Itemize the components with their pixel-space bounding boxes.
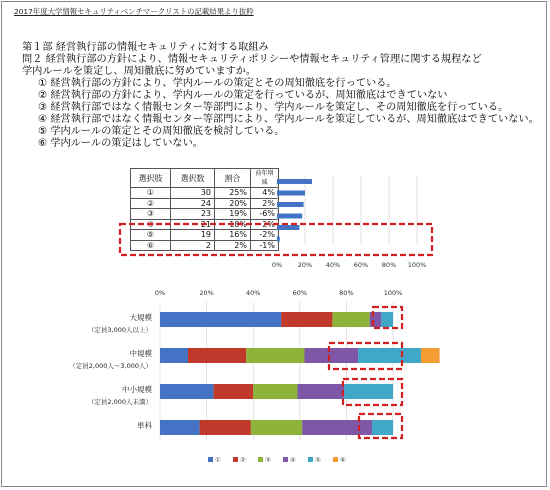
- stacked-bar-segment: [160, 384, 214, 399]
- table-cell: 19%: [215, 209, 251, 220]
- option-4: ④ 経営執行部ではなく情報センター等部門により、学内ルールを策定しているが、周知徹底はできていない。: [38, 114, 539, 125]
- table-cell: -2%: [251, 230, 279, 241]
- mini-x-tick-label: 0%: [271, 261, 283, 269]
- category-sublabel: （定員3,000人以上）: [87, 326, 152, 334]
- stacked-bar-segment: [332, 312, 369, 327]
- table-cell: ④: [131, 219, 171, 230]
- legend-swatch: [308, 457, 313, 462]
- table-cell: 19: [171, 230, 215, 241]
- table-cell: 16%: [215, 230, 251, 241]
- stacked-bar-segment: [246, 348, 304, 363]
- header-caption: 2017年度大学情報セキュリティベンチマークリストの記載結果より抜粋: [14, 7, 254, 16]
- legend-swatch: [208, 457, 213, 462]
- section-title: 第１部 経営執行部の情報セキュリティに対する取組み: [22, 42, 269, 53]
- stacked-bar-segment: [344, 384, 393, 399]
- legend-swatch: [333, 457, 338, 462]
- table-cell: 25%: [215, 188, 251, 199]
- mini-x-tick-label: 60%: [353, 261, 369, 269]
- stacked-x-tick-label: 80%: [339, 289, 354, 297]
- table-cell: ①: [131, 188, 171, 199]
- table-cell: 20%: [215, 198, 251, 209]
- mini-x-tick-label: 40%: [325, 261, 341, 269]
- option-6: ⑥ 学内ルールの策定はしていない。: [38, 138, 203, 149]
- stacked-bar-segment: [281, 312, 332, 327]
- stacked-bar-segment: [188, 348, 246, 363]
- table-cell: 23: [171, 209, 215, 220]
- table-cell: 21: [171, 219, 215, 230]
- table-cell: 2%: [215, 240, 251, 251]
- stacked-bar-segment: [200, 420, 251, 435]
- option-3: ③ 経営執行部ではなく情報センター等部門により、学内ルールを策定し、その周知徹底を行っている。: [38, 102, 509, 113]
- stacked-bar-segment: [381, 312, 393, 327]
- stacked-bar-segment: [251, 420, 302, 435]
- stacked-bar-segment: [304, 348, 358, 363]
- category-label: 大規模: [129, 313, 152, 322]
- legend-label: ②: [240, 456, 246, 464]
- stacked-bar-segment: [160, 312, 281, 327]
- table-cell: ⑤: [131, 230, 171, 241]
- mini-x-tick-label: 100%: [407, 261, 427, 269]
- option-1: ① 経営執行部の方針により、学内ルールの策定とその周知徹底を行っている。: [38, 78, 397, 89]
- stacked-bar-segment: [358, 348, 421, 363]
- stacked-bar-segment: [372, 420, 393, 435]
- stacked-x-tick-label: 0%: [154, 289, 166, 297]
- stacked-bar-segment: [160, 348, 188, 363]
- option-2: ② 経営執行部の方針により、学内ルールの策定を行っているが、周知徹底はできていない: [38, 90, 448, 101]
- stacked-bar-segment: [421, 348, 440, 363]
- question-line-2: 学内ルールを策定し、周知徹底に努めていますか。: [22, 66, 257, 77]
- table-header-cell: 選択肢: [131, 169, 171, 188]
- mini-bar: [277, 191, 305, 196]
- mini-x-tick-label: 20%: [297, 261, 313, 269]
- table-cell: 2%: [251, 198, 279, 209]
- table-cell: ②: [131, 198, 171, 209]
- table-cell: ⑥: [131, 240, 171, 251]
- table-header-cell: 割合: [215, 169, 251, 188]
- legend-label: ⑤: [315, 456, 321, 464]
- legend-swatch: [258, 457, 263, 462]
- stacked-bar-segment: [370, 312, 382, 327]
- mini-bar: [277, 202, 304, 207]
- legend-label: ①: [215, 456, 221, 464]
- category-label: 中小規模: [122, 385, 152, 394]
- table-cell: 30: [171, 188, 215, 199]
- stacked-bar-segment: [302, 420, 372, 435]
- highlight-box: [120, 224, 432, 255]
- mini-x-tick-label: 80%: [381, 261, 397, 269]
- mini-bar: [277, 237, 280, 242]
- legend-swatch: [233, 457, 238, 462]
- category-sublabel: （定員2,000人未満）: [87, 398, 152, 406]
- table-header-cell: 選択数: [171, 169, 215, 188]
- legend-label: ⑥: [340, 456, 346, 464]
- table-cell: 24: [171, 198, 215, 209]
- stacked-bar-segment: [160, 420, 200, 435]
- mini-bar: [277, 179, 312, 184]
- table-cell: 2%: [251, 219, 279, 230]
- question-line-1: 問２ 経営執行部の方針により、情報セキュリティポリシーや情報セキュリティ管理に関する規程など: [22, 54, 482, 65]
- category-sublabel: （定員2,000人～3,000人）: [69, 362, 152, 370]
- stacked-bar-segment: [253, 384, 297, 399]
- stacked-bar-segment: [214, 384, 254, 399]
- category-label: 単科: [137, 421, 152, 430]
- table-cell: -6%: [251, 209, 279, 220]
- stacked-x-tick-label: 40%: [245, 289, 261, 297]
- stacked-x-tick-label: 100%: [383, 289, 403, 297]
- stacked-bar-segment: [297, 384, 344, 399]
- table-cell: -1%: [251, 240, 279, 251]
- mini-bar: [277, 214, 302, 219]
- table-cell: 4%: [251, 188, 279, 199]
- legend-label: ③: [265, 456, 271, 464]
- legend-label: ④: [290, 456, 296, 464]
- stacked-x-tick-label: 60%: [292, 289, 308, 297]
- table-cell: ③: [131, 209, 171, 220]
- stacked-x-tick-label: 20%: [199, 289, 214, 297]
- category-label: 中規模: [129, 349, 152, 358]
- mini-bar: [277, 225, 299, 230]
- table-cell: 18%: [215, 219, 251, 230]
- table-header-cell: 前年増減: [251, 169, 279, 188]
- option-5: ⑤ 学内ルールの策定とその周知徹底を検討している。: [38, 126, 285, 137]
- table-cell: 2: [171, 240, 215, 251]
- legend-swatch: [283, 457, 288, 462]
